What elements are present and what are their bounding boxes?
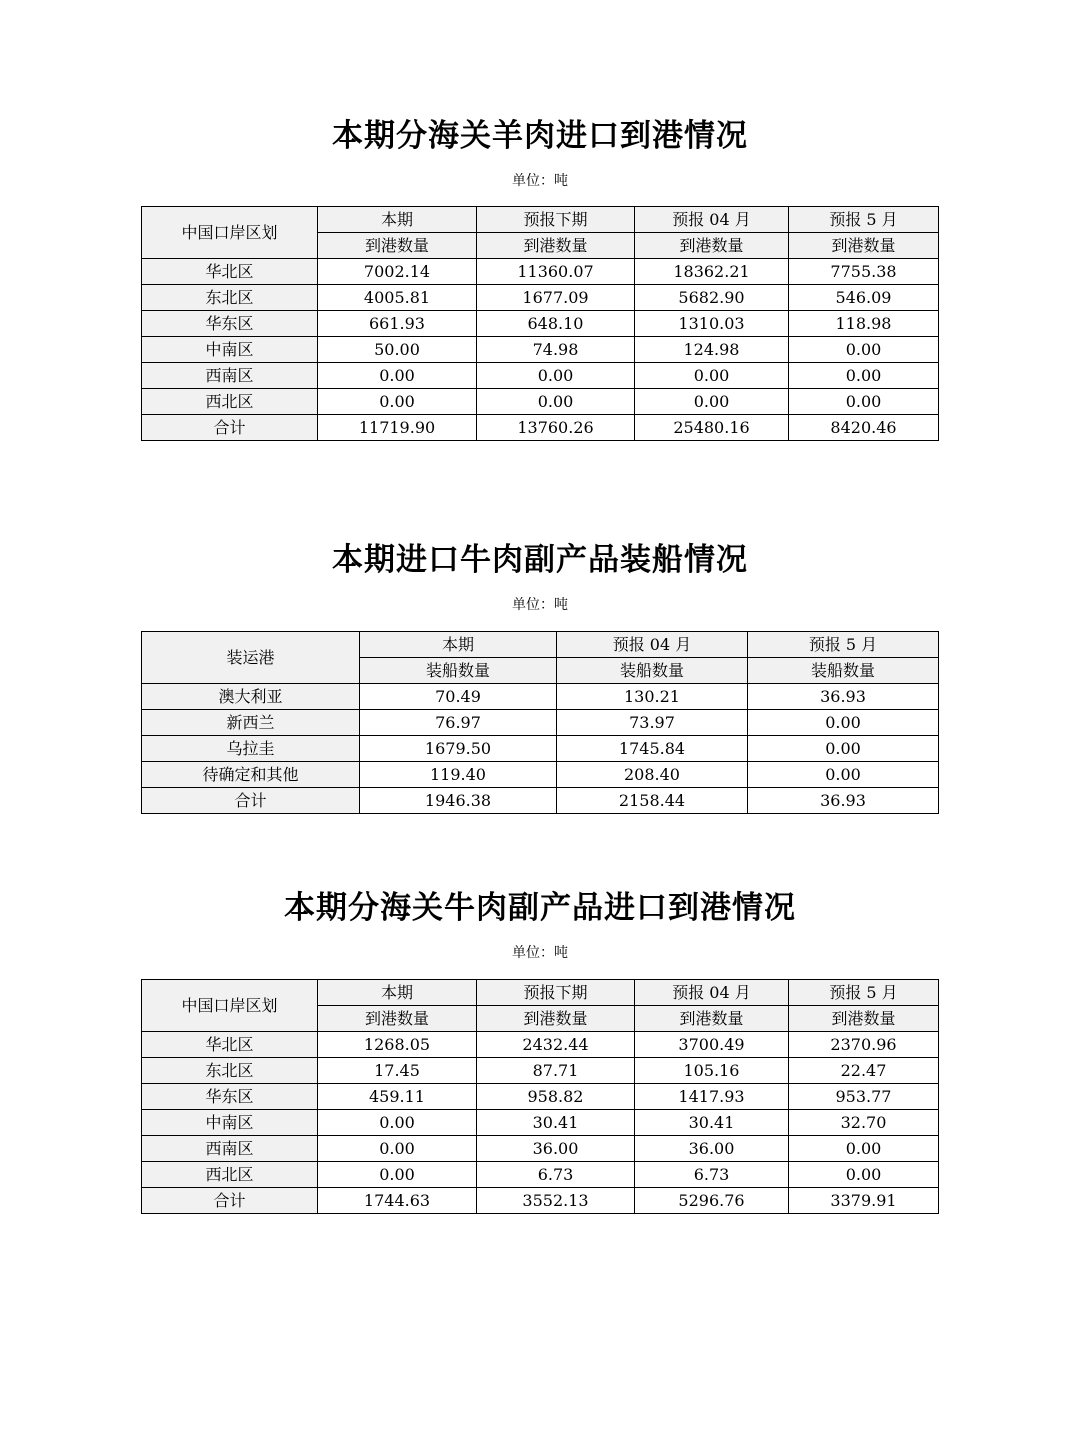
total-row	[142, 788, 939, 814]
table-cell: 32.70	[789, 1110, 939, 1136]
section-3-unit: 单位：吨	[512, 945, 568, 961]
table-cell: 2432.44	[477, 1032, 635, 1058]
table-cell: 0.00	[789, 337, 939, 363]
column-header: 本期	[318, 207, 477, 233]
table-cell: 1946.38	[360, 788, 557, 814]
section-2-title: 本期进口牛肉副产品装船情况	[332, 542, 748, 578]
table-row	[142, 1058, 939, 1084]
table-row	[142, 1110, 939, 1136]
row-label: 乌拉圭	[142, 736, 360, 762]
table-cell: 124.98	[635, 337, 789, 363]
table-cell: 105.16	[635, 1058, 789, 1084]
table-row	[142, 311, 939, 337]
table-cell: 3552.13	[477, 1188, 635, 1214]
table-row	[142, 259, 939, 285]
table-cell: 74.98	[477, 337, 635, 363]
row-label: 合计	[142, 1188, 318, 1214]
table-cell: 36.93	[748, 684, 939, 710]
corner-header: 中国口岸区划	[142, 207, 318, 259]
column-header: 预报下期	[477, 980, 635, 1006]
table-cell: 0.00	[477, 363, 635, 389]
table-row	[142, 1136, 939, 1162]
table-cell: 30.41	[635, 1110, 789, 1136]
column-subheader: 到港数量	[635, 1006, 789, 1032]
table-cell: 0.00	[318, 1110, 477, 1136]
table-cell: 1677.09	[477, 285, 635, 311]
table-row	[142, 337, 939, 363]
table-row	[142, 736, 939, 762]
table-cell: 0.00	[789, 1136, 939, 1162]
table-cell: 4005.81	[318, 285, 477, 311]
table-row	[142, 762, 939, 788]
section-1-title: 本期分海关羊肉进口到港情况	[332, 118, 748, 154]
table-cell: 130.21	[557, 684, 748, 710]
column-subheader: 到港数量	[318, 1006, 477, 1032]
column-header: 预报 5 月	[789, 207, 939, 233]
table-cell: 0.00	[318, 1162, 477, 1188]
row-label: 西南区	[142, 1136, 318, 1162]
column-header: 预报下期	[477, 207, 635, 233]
row-label: 待确定和其他	[142, 762, 360, 788]
table-row	[142, 1162, 939, 1188]
column-subheader: 装船数量	[748, 658, 939, 684]
table-cell: 76.97	[360, 710, 557, 736]
table-cell: 2370.96	[789, 1032, 939, 1058]
table-cell: 0.00	[318, 1136, 477, 1162]
table-cell: 0.00	[635, 363, 789, 389]
table-cell: 25480.16	[635, 415, 789, 441]
table-cell: 11360.07	[477, 259, 635, 285]
row-label: 华北区	[142, 1032, 318, 1058]
table-cell: 648.10	[477, 311, 635, 337]
table-cell: 0.00	[789, 389, 939, 415]
table-cell: 1745.84	[557, 736, 748, 762]
table-cell: 118.98	[789, 311, 939, 337]
section-1-unit: 单位：吨	[512, 173, 568, 189]
table-cell: 11719.90	[318, 415, 477, 441]
table-cell: 0.00	[789, 1162, 939, 1188]
column-subheader: 到港数量	[477, 233, 635, 259]
total-row	[142, 415, 939, 441]
table-cell: 7755.38	[789, 259, 939, 285]
table-cell: 13760.26	[477, 415, 635, 441]
table-cell: 0.00	[748, 762, 939, 788]
section-2-unit: 单位：吨	[512, 597, 568, 613]
column-subheader: 到港数量	[789, 233, 939, 259]
table-cell: 0.00	[477, 389, 635, 415]
table-cell: 22.47	[789, 1058, 939, 1084]
table-row	[142, 1084, 939, 1110]
column-subheader: 装船数量	[557, 658, 748, 684]
row-label: 西南区	[142, 363, 318, 389]
table-cell: 1268.05	[318, 1032, 477, 1058]
column-header: 预报 04 月	[635, 207, 789, 233]
table-cell: 958.82	[477, 1084, 635, 1110]
table-row	[142, 684, 939, 710]
table-cell: 2158.44	[557, 788, 748, 814]
column-header: 预报 04 月	[635, 980, 789, 1006]
column-header: 预报 5 月	[789, 980, 939, 1006]
table-cell: 73.97	[557, 710, 748, 736]
row-label: 华东区	[142, 1084, 318, 1110]
table-cell: 546.09	[789, 285, 939, 311]
table-cell: 1679.50	[360, 736, 557, 762]
table-cell: 6.73	[635, 1162, 789, 1188]
table-cell: 3379.91	[789, 1188, 939, 1214]
table-cell: 459.11	[318, 1084, 477, 1110]
row-label: 东北区	[142, 285, 318, 311]
row-label: 中南区	[142, 1110, 318, 1136]
table-cell: 5296.76	[635, 1188, 789, 1214]
table-cell: 7002.14	[318, 259, 477, 285]
column-subheader: 到港数量	[477, 1006, 635, 1032]
table-row	[142, 710, 939, 736]
section-1-table	[141, 206, 939, 441]
table-cell: 0.00	[748, 736, 939, 762]
total-row	[142, 1188, 939, 1214]
table-cell: 0.00	[635, 389, 789, 415]
table-cell: 3700.49	[635, 1032, 789, 1058]
table-cell: 36.93	[748, 788, 939, 814]
row-label: 中南区	[142, 337, 318, 363]
row-label: 合计	[142, 788, 360, 814]
row-label: 华北区	[142, 259, 318, 285]
row-label: 西北区	[142, 389, 318, 415]
row-label: 新西兰	[142, 710, 360, 736]
table-cell: 8420.46	[789, 415, 939, 441]
column-header: 本期	[318, 980, 477, 1006]
section-3-title: 本期分海关牛肉副产品进口到港情况	[284, 890, 796, 926]
table-cell: 0.00	[789, 363, 939, 389]
corner-header: 装运港	[142, 632, 360, 684]
table-row	[142, 1032, 939, 1058]
table-cell: 5682.90	[635, 285, 789, 311]
table-cell: 50.00	[318, 337, 477, 363]
row-label: 澳大利亚	[142, 684, 360, 710]
row-label: 西北区	[142, 1162, 318, 1188]
table-cell: 0.00	[748, 710, 939, 736]
table-cell: 87.71	[477, 1058, 635, 1084]
table-cell: 1744.63	[318, 1188, 477, 1214]
table-cell: 6.73	[477, 1162, 635, 1188]
table-cell: 0.00	[318, 389, 477, 415]
column-header: 预报 04 月	[557, 632, 748, 658]
column-subheader: 装船数量	[360, 658, 557, 684]
table-cell: 18362.21	[635, 259, 789, 285]
column-subheader: 到港数量	[635, 233, 789, 259]
table-row	[142, 363, 939, 389]
table-cell: 1310.03	[635, 311, 789, 337]
column-header: 本期	[360, 632, 557, 658]
corner-header: 中国口岸区划	[142, 980, 318, 1032]
column-subheader: 到港数量	[318, 233, 477, 259]
table-row	[142, 285, 939, 311]
table-cell: 661.93	[318, 311, 477, 337]
table-cell: 119.40	[360, 762, 557, 788]
table-cell: 208.40	[557, 762, 748, 788]
section-3-table	[141, 979, 939, 1214]
column-subheader: 到港数量	[789, 1006, 939, 1032]
column-header: 预报 5 月	[748, 632, 939, 658]
row-label: 合计	[142, 415, 318, 441]
row-label: 东北区	[142, 1058, 318, 1084]
table-cell: 17.45	[318, 1058, 477, 1084]
table-cell: 1417.93	[635, 1084, 789, 1110]
table-cell: 953.77	[789, 1084, 939, 1110]
table-cell: 36.00	[635, 1136, 789, 1162]
section-2-table	[141, 631, 939, 814]
table-row	[142, 389, 939, 415]
table-cell: 70.49	[360, 684, 557, 710]
table-cell: 0.00	[318, 363, 477, 389]
row-label: 华东区	[142, 311, 318, 337]
table-cell: 30.41	[477, 1110, 635, 1136]
table-cell: 36.00	[477, 1136, 635, 1162]
